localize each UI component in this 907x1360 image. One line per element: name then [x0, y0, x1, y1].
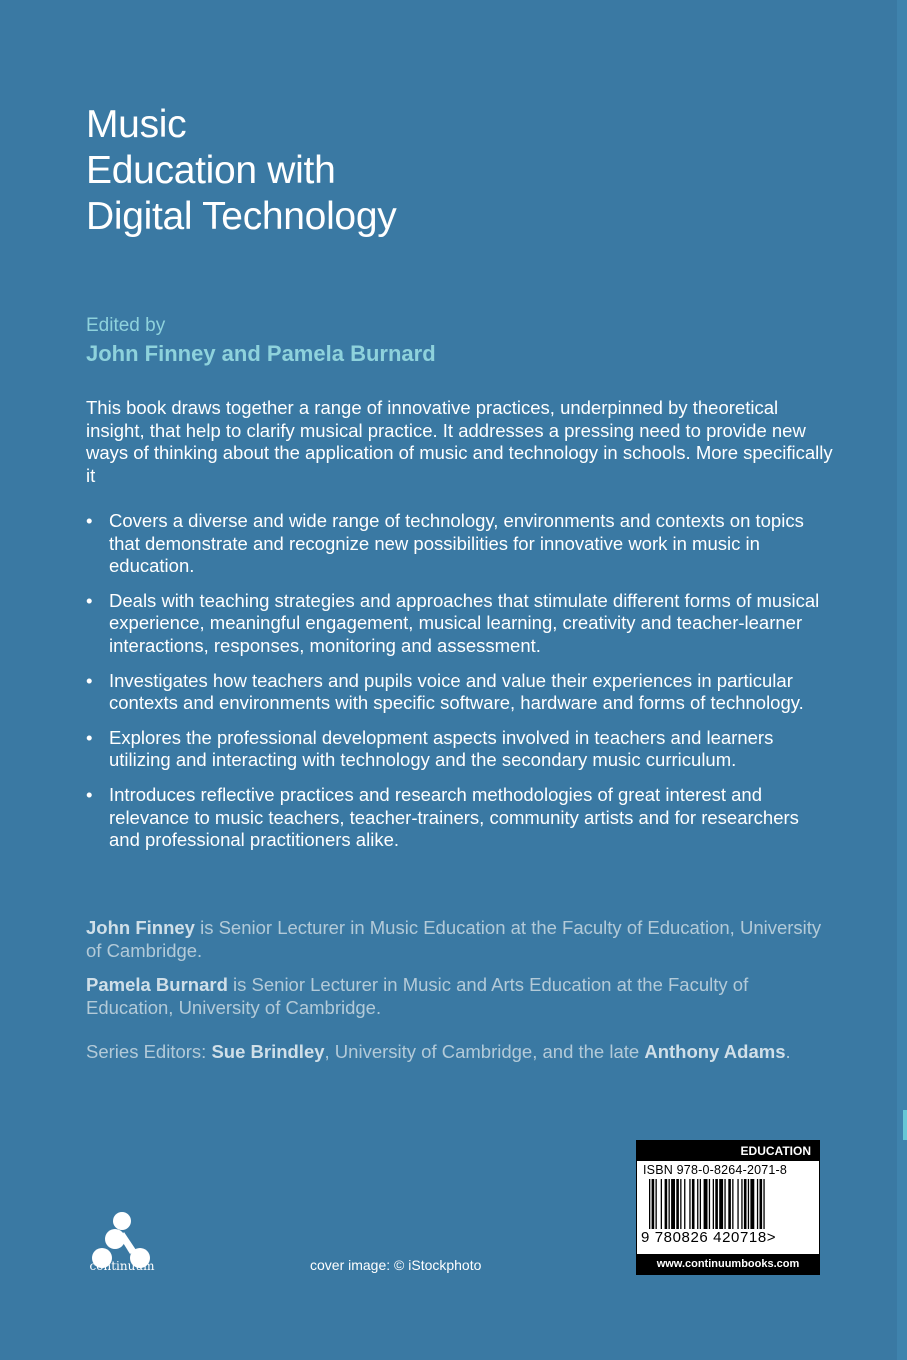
barcode-digits	[641, 1229, 776, 1246]
bullet-icon: •	[86, 589, 93, 611]
barcode-bar	[649, 1179, 650, 1229]
bullet-icon: •	[86, 510, 93, 531]
barcode-arrow: >	[766, 1229, 777, 1246]
series-editors	[86, 1041, 826, 1064]
author-name: John Finney	[86, 917, 195, 938]
isbn-text: ISBN 978-0-8264-2071-8	[643, 1163, 788, 1177]
barcode-bar	[671, 1179, 675, 1229]
category-label: EDUCATION	[637, 1141, 819, 1161]
author-name: Pamela Burnard	[86, 974, 228, 995]
barcode-bar	[661, 1179, 662, 1229]
series-editor-name: Sue Brindley	[211, 1041, 325, 1062]
list-item-text: Covers a diverse and wide range of technology, environments and contexts on topics that demonstrate and recognize new possibilities for innovative work in music in education.	[109, 510, 804, 577]
series-middle: , University of Cambridge, and the late	[324, 1041, 645, 1062]
title-line: Music	[86, 103, 187, 146]
barcode-bar	[684, 1179, 685, 1229]
cover-credit: cover image: © iStockphoto	[310, 1257, 482, 1273]
barcode-bar	[652, 1179, 655, 1229]
publisher-logo-text: continuum	[89, 1259, 155, 1273]
spine-edge	[897, 0, 907, 1360]
barcode-bar	[704, 1179, 708, 1229]
barcode-bar	[728, 1179, 731, 1229]
intro-paragraph: This book draws together a range of innovative practices, underpinned by theoretical insight, that help to clarify musical practice. It addresses a pressing need to provide new ways of thinking about the application of music and technology in schools. More specifically it	[86, 397, 833, 486]
series-prefix: Series Editors:	[86, 1041, 212, 1062]
publisher-url: www.continuumbooks.com	[637, 1254, 819, 1274]
author-bio-text: is Senior Lecturer in Music Education at the Faculty of Education, University of Cambridge.	[86, 917, 822, 961]
barcode-bar	[757, 1179, 758, 1229]
title-line: Digital Technology	[86, 195, 397, 238]
barcode-bar	[724, 1179, 725, 1229]
barcode-bar	[676, 1179, 679, 1229]
series-editor-name: Anthony Adams	[644, 1041, 786, 1062]
barcode-bar	[719, 1179, 723, 1229]
barcode-bar	[697, 1179, 698, 1229]
edited-by-label: Edited by	[86, 315, 166, 336]
barcode-bar	[689, 1179, 690, 1229]
barcode-bar	[700, 1179, 701, 1229]
author-bio-burnard	[86, 974, 826, 1019]
series-suffix: .	[785, 1041, 791, 1062]
barcode-bar	[709, 1179, 710, 1229]
bullet-icon: •	[86, 783, 93, 805]
barcode-bar	[760, 1179, 763, 1229]
barcode-bar	[680, 1179, 681, 1229]
list-item-text: Investigates how teachers and pupils voice and value their experiences in particular contexts and environments with specific software, hardware and forms of technology.	[109, 669, 804, 714]
features-list	[86, 510, 826, 864]
author-bio-text: is Senior Lecturer in Music and Arts Education at the Faculty of Education, University of Cambridge.	[86, 974, 749, 1018]
author-bio-finney	[86, 917, 826, 962]
barcode-bar	[741, 1179, 742, 1229]
list-item	[86, 590, 826, 658]
barcode-bar	[715, 1179, 718, 1229]
list-item	[86, 784, 826, 852]
barcode-block	[636, 1140, 820, 1275]
list-item-text: Introduces reflective practices and research methodologies of great interest and relevance to music teachers, teacher-trainers, community artists and for researchers and professional practitioners alike.	[109, 783, 799, 851]
barcode-bar	[713, 1179, 714, 1229]
barcode-icon	[645, 1179, 811, 1231]
barcode-bar	[737, 1179, 738, 1229]
barcode-bar	[750, 1179, 754, 1229]
barcode-bar	[763, 1179, 764, 1229]
barcode-bar	[732, 1179, 733, 1229]
list-item-text: Deals with teaching strategies and approaches that stimulate different forms of musical experience, meaningful engagement, musical learning, creativity and teacher-learner interactions, responses, monitoring and assessment.	[109, 589, 820, 656]
title-line: Education with	[86, 149, 336, 192]
spine-accent	[903, 1110, 907, 1140]
list-item-text: Explores the professional development aspects involved in teachers and learners utilizing and interacting with technology and the secondary music curriculum.	[109, 726, 774, 771]
book-title	[86, 102, 396, 240]
barcode-bar	[669, 1179, 670, 1229]
barcode-bar	[692, 1179, 695, 1229]
bullet-icon: •	[86, 669, 93, 691]
barcode-number: 9 780826 420718	[641, 1229, 767, 1246]
list-item	[86, 670, 826, 715]
bullet-icon: •	[86, 726, 93, 748]
barcode-bar	[744, 1179, 747, 1229]
barcode-bar	[665, 1179, 668, 1229]
editors-names: John Finney and Pamela Burnard	[86, 341, 436, 366]
list-item	[86, 727, 826, 772]
barcode-bar	[748, 1179, 749, 1229]
barcode-bar	[656, 1179, 657, 1229]
list-item	[86, 510, 826, 578]
